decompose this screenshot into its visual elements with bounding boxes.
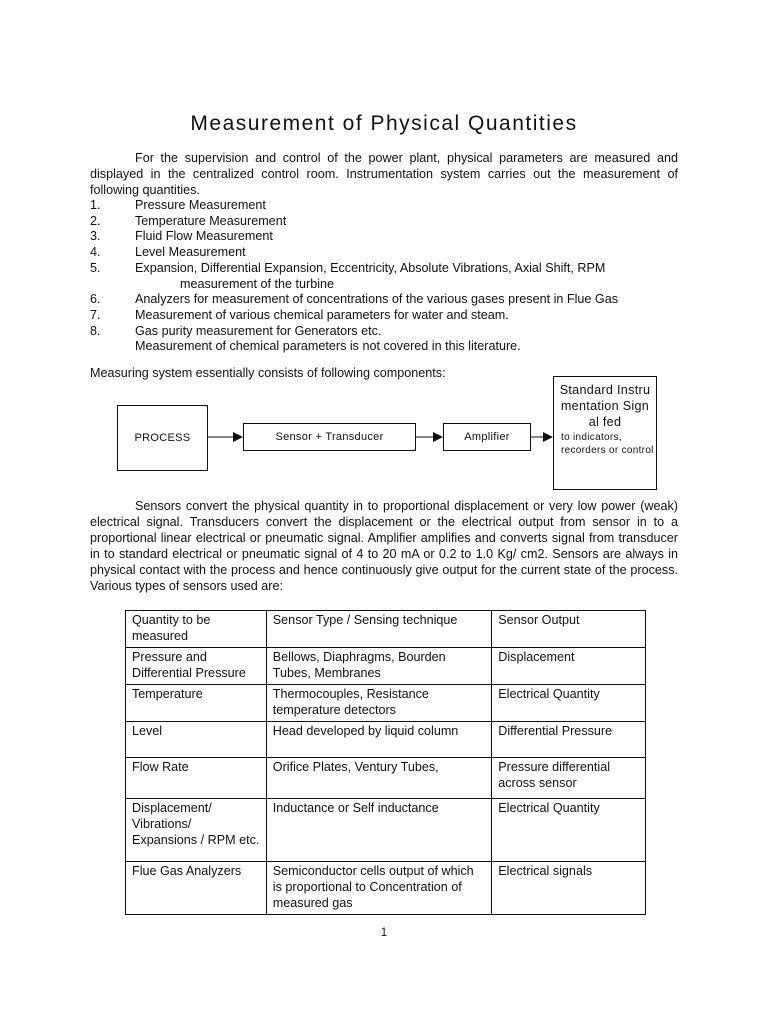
table-cell: Electrical signals bbox=[492, 862, 646, 915]
table-cell: Bellows, Diaphragms, Bourden Tubes, Membranes bbox=[266, 648, 491, 685]
intro-text: For the supervision and control of the power plant, physical parameters are measured and displayed in the centralized control room. Instrumentation system carries out the measurement of following quantities. bbox=[90, 151, 678, 197]
amplifier-label: Amplifier bbox=[464, 431, 510, 443]
list-item bbox=[90, 198, 690, 214]
standard-signal-box bbox=[553, 376, 657, 490]
sensor-transducer-box bbox=[243, 423, 416, 451]
list-item bbox=[90, 324, 690, 340]
amplifier-box bbox=[443, 423, 531, 451]
table-cell: Level bbox=[126, 722, 267, 758]
intro-paragraph bbox=[90, 150, 678, 198]
list-number: 3. bbox=[90, 229, 101, 244]
standard-signal-subtitle: to indicators, recorders or control bbox=[561, 432, 654, 456]
quantities-list bbox=[90, 198, 690, 355]
list-item bbox=[90, 245, 690, 261]
sensor-table bbox=[125, 610, 646, 915]
list-number: 5. bbox=[90, 260, 101, 275]
table-cell: Flue Gas Analyzers bbox=[126, 862, 267, 915]
table-header-cell: Sensor Output bbox=[492, 611, 646, 648]
table-cell: Head developed by liquid column bbox=[266, 722, 491, 758]
table-cell: Inductance or Self inductance bbox=[266, 799, 491, 862]
list-number: 8. bbox=[90, 323, 101, 338]
table-cell: Temperature bbox=[126, 685, 267, 722]
list-text: Level Measurement bbox=[135, 245, 246, 260]
list-number: 1. bbox=[90, 198, 101, 212]
table-row bbox=[126, 722, 646, 758]
list-item bbox=[90, 292, 690, 308]
list-text: Measurement of various chemical parameters for water and steam. bbox=[135, 307, 509, 322]
page-number: 1 bbox=[380, 927, 388, 939]
table-cell: Displacement bbox=[492, 648, 646, 685]
standard-signal-title: Standard Instrumentation Signal fed bbox=[559, 383, 651, 429]
table-cell: Pressure and Differential Pressure bbox=[126, 648, 267, 685]
list-text: Fluid Flow Measurement bbox=[135, 229, 273, 244]
list-continuation: measurement of the turbine bbox=[180, 276, 335, 291]
list-number: 2. bbox=[90, 213, 101, 228]
process-label: PROCESS bbox=[134, 432, 191, 444]
list-item bbox=[90, 229, 690, 245]
table-cell: Thermocouples, Resistance temperature detectors bbox=[266, 685, 491, 722]
table-cell: Flow Rate bbox=[126, 758, 267, 799]
table-cell: Displacement/ Vibrations/ Expansions / RPM etc. bbox=[126, 799, 267, 862]
list-item bbox=[90, 214, 690, 230]
list-item bbox=[90, 261, 690, 292]
table-cell: Electrical Quantity bbox=[492, 685, 646, 722]
table-header-cell: Quantity to be measured bbox=[126, 611, 267, 648]
list-text: Analyzers for measurement of concentrations of the various gases present in Flue Gas bbox=[135, 292, 619, 307]
components-intro: Measuring system essentially consists of following components: bbox=[90, 366, 446, 380]
list-note: Measurement of chemical parameters is not covered in this literature. bbox=[135, 339, 521, 354]
list-number: 6. bbox=[90, 292, 101, 307]
list-item bbox=[90, 308, 690, 324]
list-text: Expansion, Differential Expansion, Eccentricity, Absolute Vibrations, Axial Shift, RPM bbox=[135, 260, 606, 275]
table-cell: Differential Pressure bbox=[492, 722, 646, 758]
list-number: 7. bbox=[90, 307, 101, 322]
sensor-label: Sensor + Transducer bbox=[275, 431, 384, 443]
sensors-text: Sensors convert the physical quantity in to proportional displacement or very low power (weak) electrical signal. Transducers convert the displacement or the electrical output from sensor in to a proportional linear electrical or pneumatic signal. Amplifier amplifies and converts signal from transducer in to standard electrical or pneumatic signal of 4 to 20 mA or 0.2 to 1.0 Kg/ cm2. Sensors are always in physical contact with the process and hence continuously give output for the current state of the process. Various types of sensors used are: bbox=[90, 499, 678, 593]
table-cell: Orifice Plates, Ventury Tubes, bbox=[266, 758, 491, 799]
table-cell: Pressure differential across sensor bbox=[492, 758, 646, 799]
table-cell: Semiconductor cells output of which is proportional to Concentration of measured gas bbox=[266, 862, 491, 915]
table-row bbox=[126, 862, 646, 915]
list-text: Temperature Measurement bbox=[135, 213, 287, 228]
page-title: Measurement of Physical Quantities bbox=[190, 112, 578, 135]
table-row bbox=[126, 799, 646, 862]
table-row bbox=[126, 648, 646, 685]
table-header-row bbox=[126, 611, 646, 648]
list-text: Gas purity measurement for Generators etc. bbox=[135, 323, 382, 338]
process-box bbox=[117, 405, 208, 471]
table-cell: Electrical Quantity bbox=[492, 799, 646, 862]
list-number: 4. bbox=[90, 245, 101, 260]
table-row bbox=[126, 685, 646, 722]
table-header-cell: Sensor Type / Sensing technique bbox=[266, 611, 491, 648]
table-row bbox=[126, 758, 646, 799]
list-text: Pressure Measurement bbox=[135, 198, 266, 212]
sensors-paragraph bbox=[90, 498, 678, 594]
